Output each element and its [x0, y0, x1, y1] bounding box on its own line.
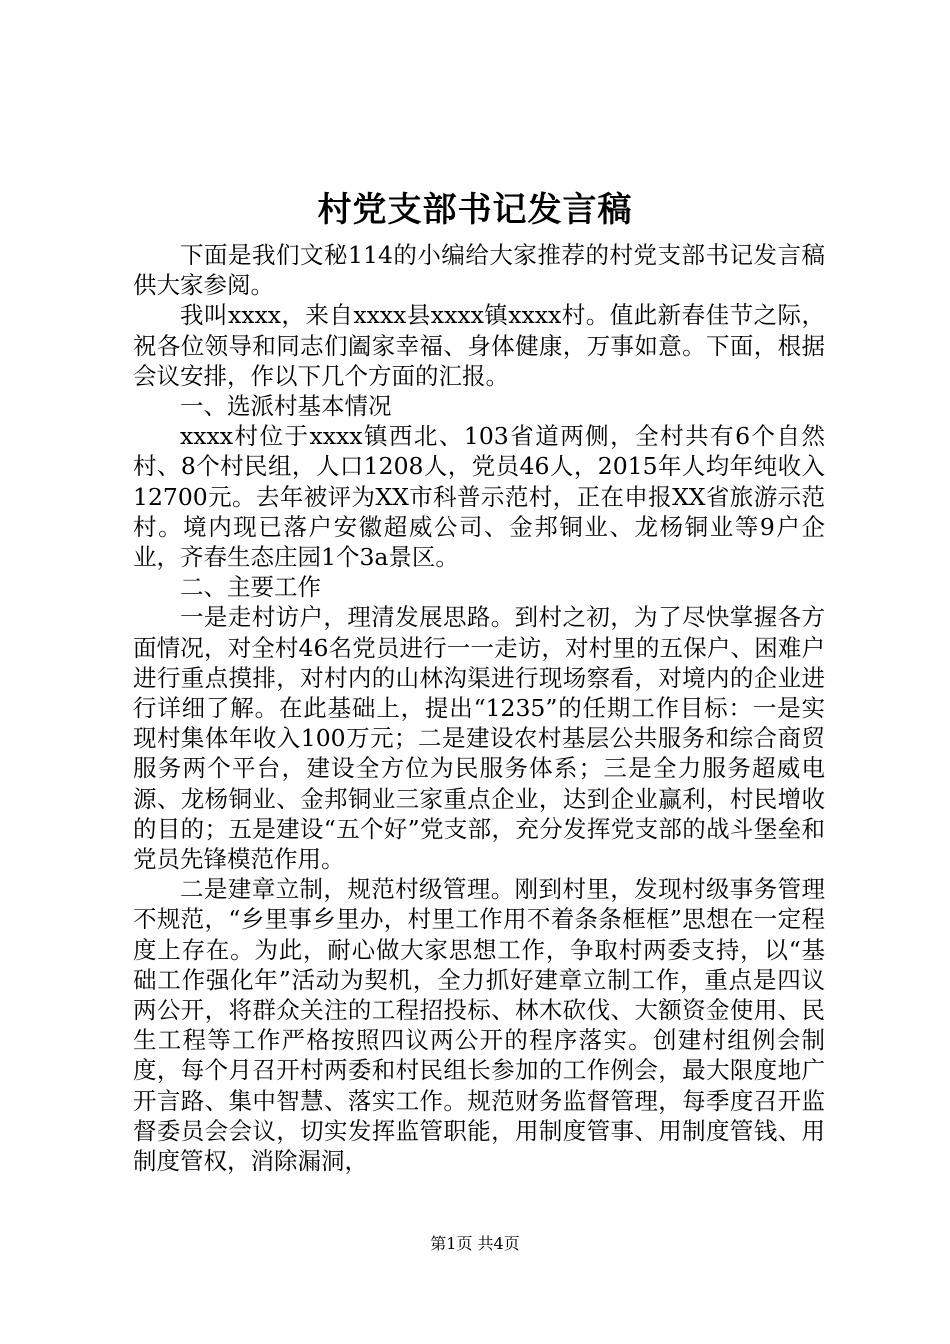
section-heading-basic-info: 一、选派村基本情况: [180, 392, 392, 421]
paragraph-intro: 下面是我们文秘114的小编给大家推荐的村党支部书记发言稿供大家参阅。: [133, 241, 825, 300]
paragraph-work-one: 一是走村访户，理清发展思路。到村之初，为了尽快掌握各方面情况，对全村46名党员进行一一走访，对村里的五保户、困难户进行重点摸排，对村内的山林沟渠进行现场察看，对境内的企业进行详细了解。在此基础上，提出“1235”的任期工作目标：一是实现村集体年收入100万元；二是建设农村基层公共服务和综合商贸服务两个平台，建设全方位为民服务体系；三是全力服务超威电源、龙杨铜业、金邦铜业三家重点企业，达到企业赢利，村民增收的目的；五是建设“五个好”党支部，充分发挥党支部的战斗堡垒和党员先锋模范作用。: [133, 603, 825, 874]
paragraph-basic-info: xxxx村位于xxxx镇西北、103省道两侧，全村共有6个自然村、8个村民组，人口1208人，党员46人，2015年人均年纯收入12700元。去年被评为XX市科普示范村，正在申报XX省旅游示范村。境内现已落户安徽超威公司、金邦铜业、龙杨铜业等9户企业，齐春生态庄园1个3a景区。: [133, 422, 825, 572]
section-heading-main-work: 二、主要工作: [180, 573, 321, 602]
document-body: [133, 240, 825, 1176]
paragraph-greeting: 我叫xxxx，来自xxxx县xxxx镇xxxx村。值此新春佳节之际，祝各位领导和同志们阖家幸福、身体健康，万事如意。下面，根据会议安排，作以下几个方面的汇报。: [133, 301, 825, 390]
document-title: 村党支部书记发言稿: [317, 190, 633, 230]
paragraph-work-two: 二是建章立制，规范村级管理。刚到村里，发现村级事务管理不规范，“乡里事乡里办，村里工作用不着条条框框”思想在一定程度上存在。为此，耐心做大家思想工作，争取村两委支持，以“基础工作强化年”活动为契机，全力抓好建章立制工作，重点是四议两公开，将群众关注的工程招投标、林木砍伐、大额资金使用、民生工程等工作严格按照四议两公开的程序落实。创建村组例会制度，每个月召开村两委和村民组长参加的工作例会，最大限度地广开言路、集中智慧、落实工作。规范财务监督管理，每季度召开监督委员会会议，切实发挥监管职能，用制度管事、用制度管钱、用制度管权，消除漏洞，: [133, 875, 825, 1176]
page-number-footer: 第1页 共4页: [430, 1234, 520, 1253]
